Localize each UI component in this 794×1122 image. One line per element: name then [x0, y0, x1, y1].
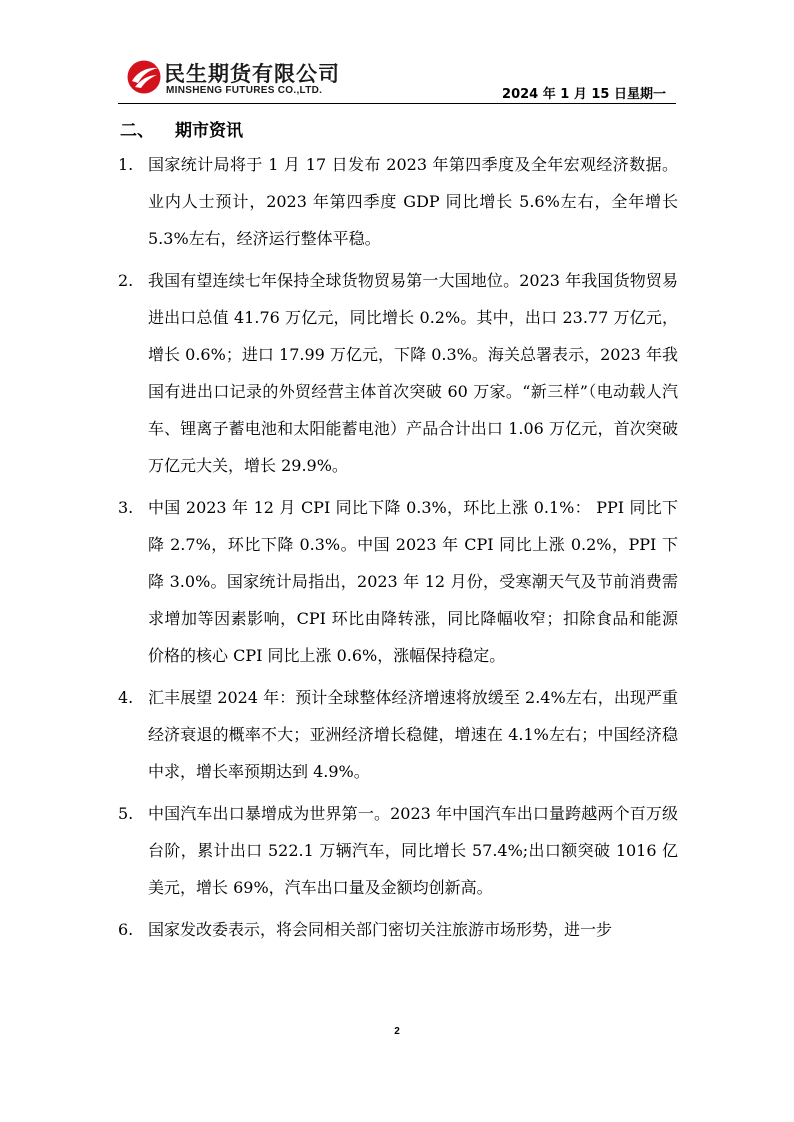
news-item	[118, 146, 678, 257]
news-item	[118, 679, 678, 790]
header-divider	[118, 103, 676, 104]
news-text: 汇丰展望 2024 年：预计全球整体经济增速将放缓至 2.4%左右，出现严重经济衰退的概率不大；亚洲经济增长稳健，增速在 4.1%左右；中国经济稳中求，增长率预期达到 4.9%。	[148, 688, 678, 781]
news-item	[118, 262, 678, 484]
section-heading	[120, 116, 243, 141]
page-header	[118, 52, 676, 104]
section-number: 二、	[120, 121, 154, 141]
company-logo-icon	[126, 59, 162, 95]
news-index: 4.	[118, 688, 134, 707]
news-text: 中国汽车出口暴增成为世界第一。2023 年中国汽车出口量跨越两个百万级台阶，累计出口 522.1 万辆汽车，同比增长 57.4%;出口额突破 1016 亿美元，增长 69%，汽车出口量及金额均创新高。	[148, 804, 678, 897]
news-text: 国家统计局将于 1 月 17 日发布 2023 年第四季度及全年宏观经济数据。业内人士预计，2023 年第四季度 GDP 同比增长 5.6%左右，全年增长 5.3%左右，经济运行整体平稳。	[148, 155, 678, 248]
news-text: 中国 2023 年 12 月 CPI 同比下降 0.3%，环比上涨 0.1%： PPI 同比下降 2.7%，环比下降 0.3%。中国 2023 年 CPI 同比上涨 0.2%，PPI 下降 3.0%。国家统计局指出，2023 年 12 月份，受寒潮天气及节前消费需求增加等因素影响，CPI 环比由降转涨，同比降幅收窄；扣除食品和能源价格的核心 CPI 同比上涨 0.6%，涨幅保持稳定。	[148, 498, 678, 665]
news-item	[118, 489, 678, 674]
company-name-cn: 民生期货有限公司	[164, 62, 340, 86]
news-index: 1.	[118, 155, 134, 174]
news-index: 3.	[118, 498, 134, 517]
section-title: 期市资讯	[175, 121, 243, 141]
news-text: 国家发改委表示，将会同相关部门密切关注旅游市场形势，进一步	[148, 920, 613, 939]
news-index: 5.	[118, 804, 134, 823]
news-item	[118, 795, 678, 906]
news-index: 2.	[118, 271, 134, 290]
company-name-en: MINSHENG FUTURES CO.,LTD.	[166, 85, 323, 96]
news-text: 我国有望连续七年保持全球货物贸易第一大国地位。2023 年我国货物贸易进出口总值 41.76 万亿元，同比增长 0.2%。其中，出口 23.77 万亿元，增长 0.6%；进口 17.99 万亿元，下降 0.3%。海关总署表示，2023 年我国有进出口记录的外贸经营主体首次突破 60 万家。“新三样”（电动载人汽车、锂离子蓄电池和太阳能蓄电池）产品合计出口 1.06 万亿元，首次突破万亿元大关，增长 29.9%。	[148, 271, 678, 475]
page-number: 2	[394, 1026, 400, 1037]
report-date: 2024 年 1 月 15 日星期一	[502, 87, 666, 102]
news-item	[118, 911, 678, 948]
news-index: 6.	[118, 920, 134, 939]
news-list	[118, 146, 678, 948]
